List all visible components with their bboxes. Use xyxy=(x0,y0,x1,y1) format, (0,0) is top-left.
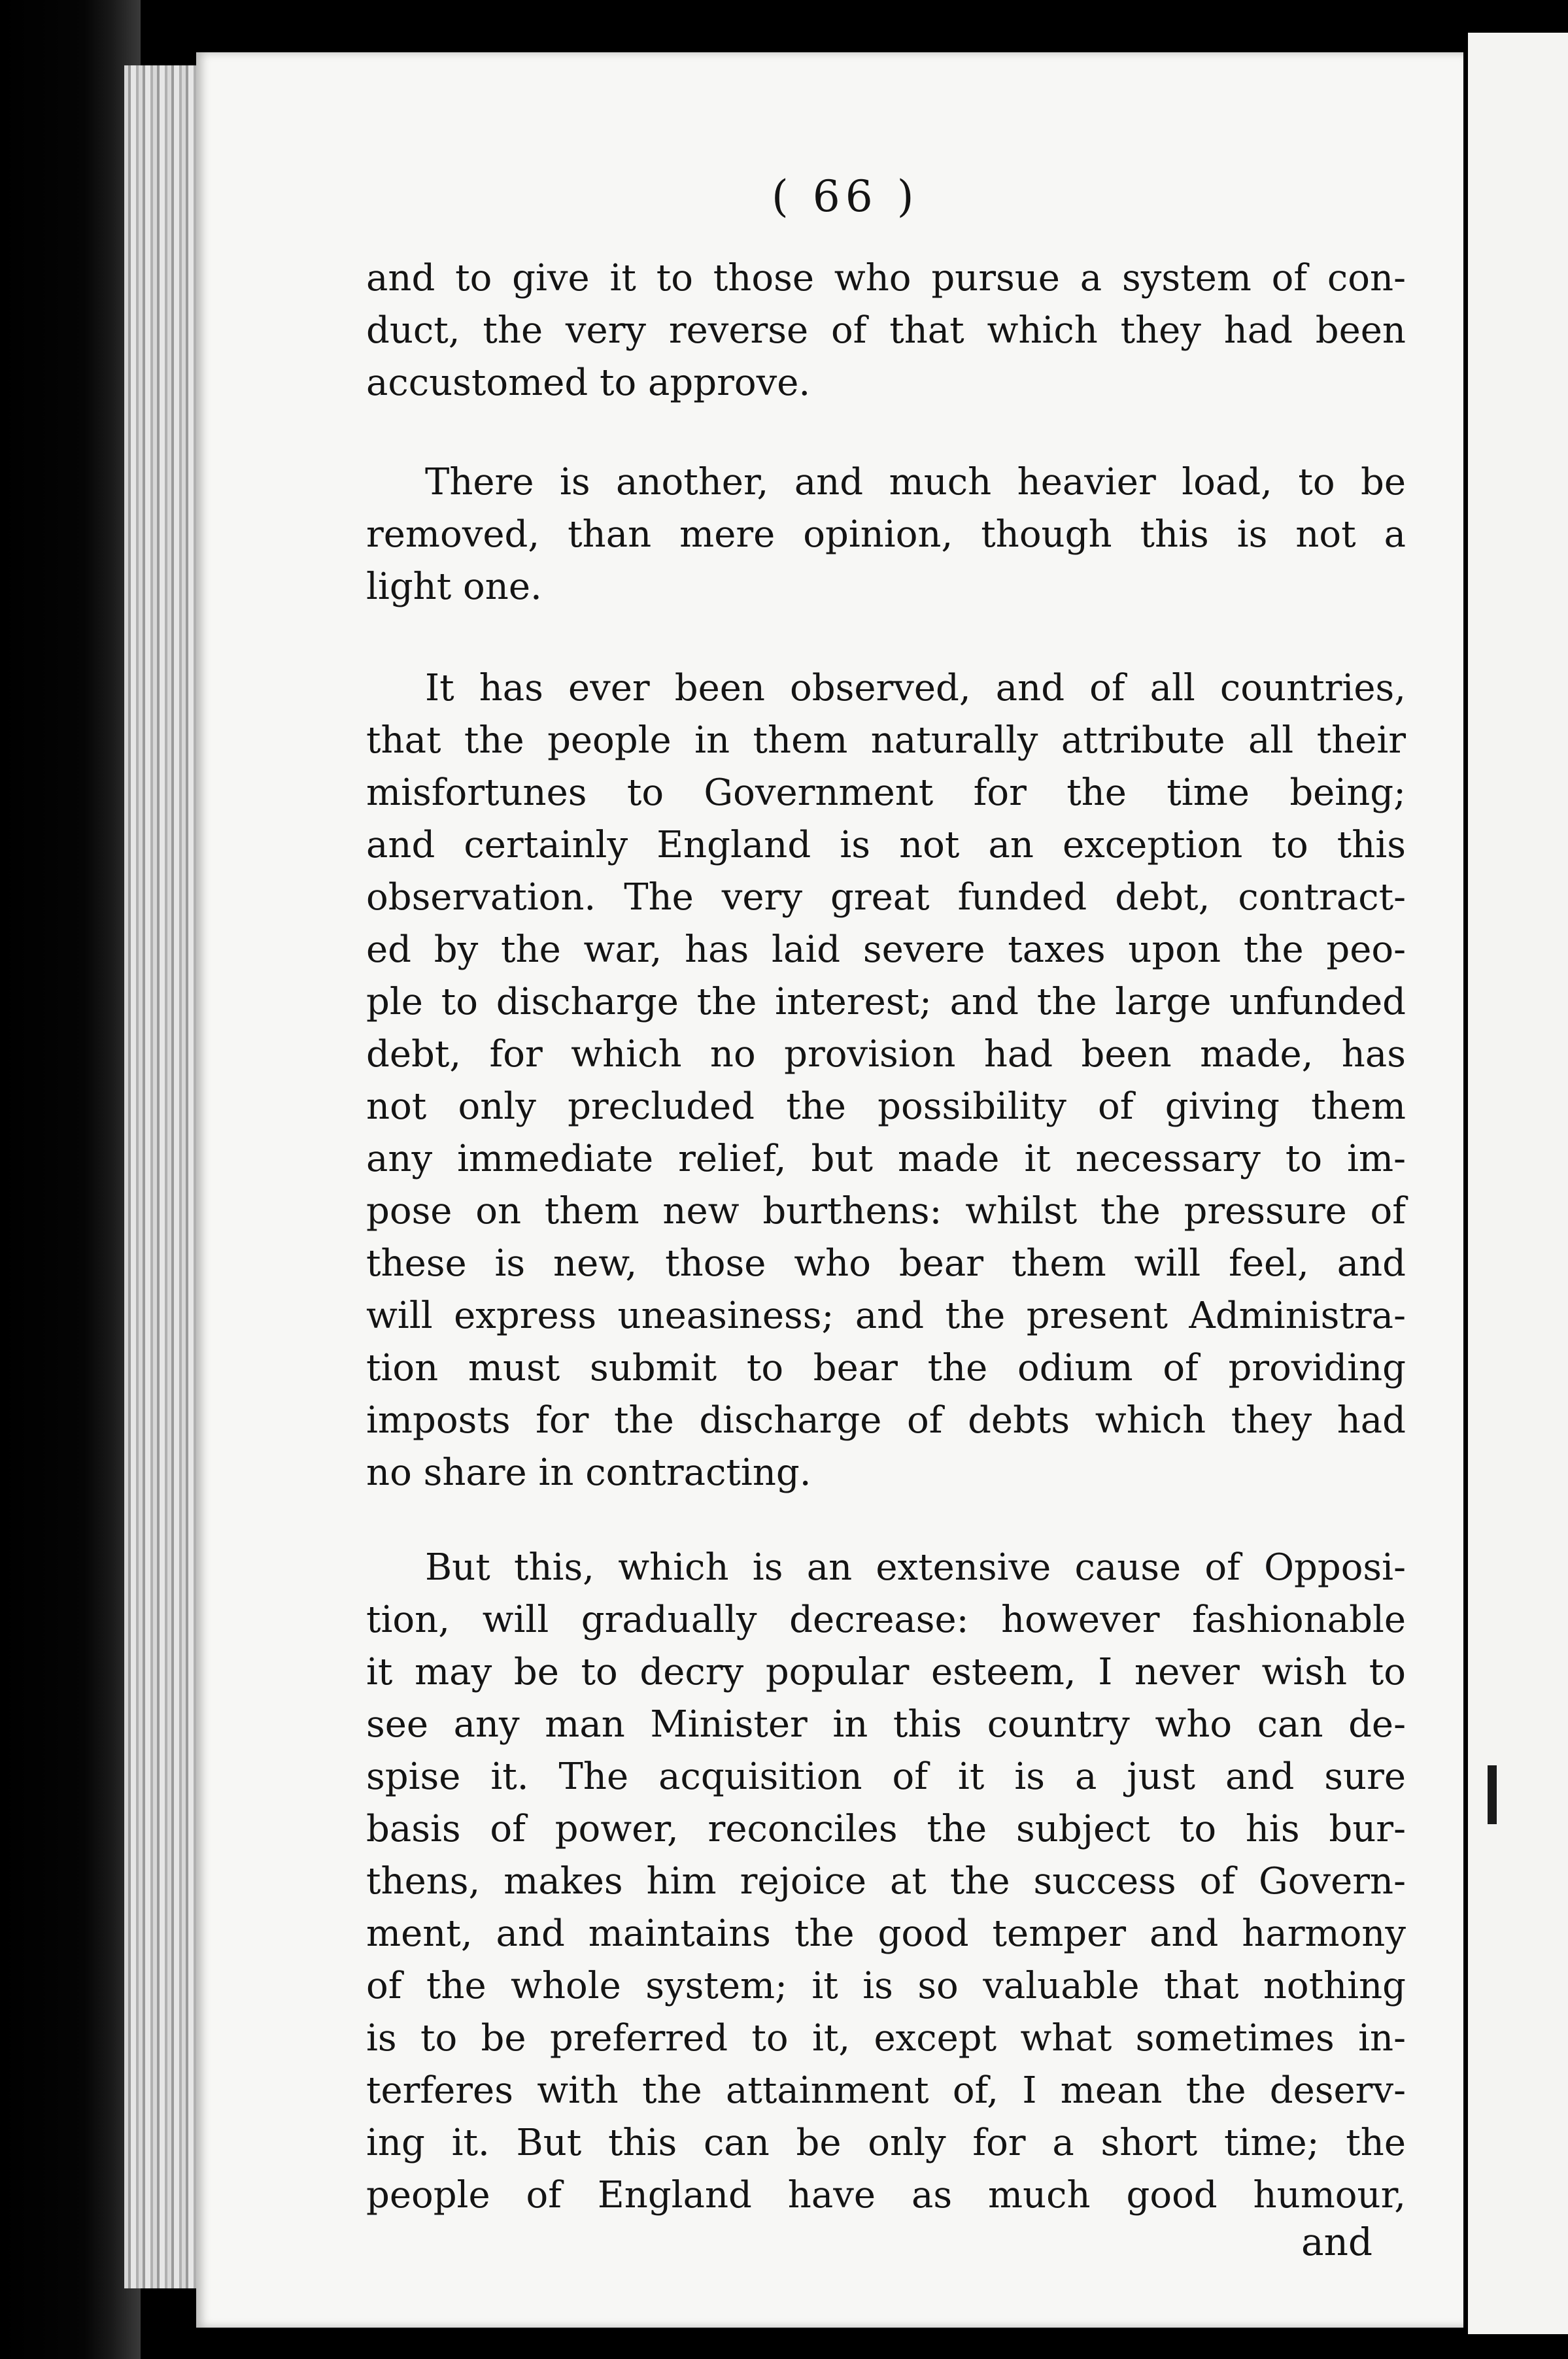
text-line: ed by the war, has laid severe taxes upon the peo- xyxy=(366,928,1406,971)
text-line: observation. The very great funded debt, contract- xyxy=(366,876,1406,919)
text-line: no share in contracting. xyxy=(366,1451,811,1494)
text-line: and to give it to those who pursue a system of con- xyxy=(366,257,1406,299)
text-line: is to be preferred to it, except what sometimes in- xyxy=(366,2017,1406,2060)
text-line: misfortunes to Government for the time being; xyxy=(366,772,1406,814)
text-line: accustomed to approve. xyxy=(366,362,811,404)
text-line: that the people in them naturally attribute all their xyxy=(366,719,1406,762)
text-line: ple to discharge the interest; and the large unfunded xyxy=(366,981,1406,1023)
text-line: people of England have as much good humour, xyxy=(366,2174,1406,2216)
text-line: pose on them new burthens: whilst the pressure of xyxy=(366,1190,1406,1232)
text-line: tion, will gradually decrease: however fashionable xyxy=(366,1599,1406,1641)
text-line: terferes with the attainment of, I mean the deserv- xyxy=(366,2069,1406,2112)
text-line: see any man Minister in this country who can de- xyxy=(366,1703,1406,1746)
text-line: spise it. The acquisition of it is a just and sure xyxy=(366,1756,1406,1798)
text-line: removed, than mere opinion, though this is not a xyxy=(366,513,1406,556)
text-line: light one. xyxy=(366,566,542,608)
text-line: any immediate relief, but made it necessary to im- xyxy=(366,1138,1406,1180)
text-line: But this, which is an extensive cause of Opposi- xyxy=(425,1546,1406,1589)
text-line: will express uneasiness; and the present Administra- xyxy=(366,1295,1406,1337)
facing-page-mark xyxy=(1488,1765,1497,1824)
text-line: and certainly England is not an exception to this xyxy=(366,824,1406,866)
text-line: it may be to decry popular esteem, I never wish to xyxy=(366,1651,1406,1693)
text-line: not only precluded the possibility of giving them xyxy=(366,1085,1406,1128)
text-line: ment, and maintains the good temper and harmony xyxy=(366,1912,1406,1955)
page-number: ( 66 ) xyxy=(772,171,919,222)
catchword: and xyxy=(1301,2220,1373,2264)
facing-page-edge xyxy=(1468,33,1568,2334)
text-line: imposts for the discharge of debts which they had xyxy=(366,1399,1406,1442)
text-line: There is another, and much heavier load, to be xyxy=(425,461,1406,503)
text-line: of the whole system; it is so valuable that nothing xyxy=(366,1965,1406,2007)
text-line: ing it. But this can be only for a short time; the xyxy=(366,2122,1406,2164)
text-line: thens, makes him rejoice at the success of Govern- xyxy=(366,1860,1406,1903)
text-line: basis of power, reconciles the subject to his bur- xyxy=(366,1808,1406,1850)
book-binding-edge xyxy=(0,0,141,2359)
text-line: duct, the very reverse of that which they had been xyxy=(366,309,1406,352)
text-line: It has ever been observed, and of all countries, xyxy=(425,667,1406,709)
text-line: these is new, those who bear them will feel, and xyxy=(366,1242,1406,1285)
text-line: debt, for which no provision had been made, has xyxy=(366,1033,1406,1076)
text-line: tion must submit to bear the odium of providing xyxy=(366,1347,1406,1389)
